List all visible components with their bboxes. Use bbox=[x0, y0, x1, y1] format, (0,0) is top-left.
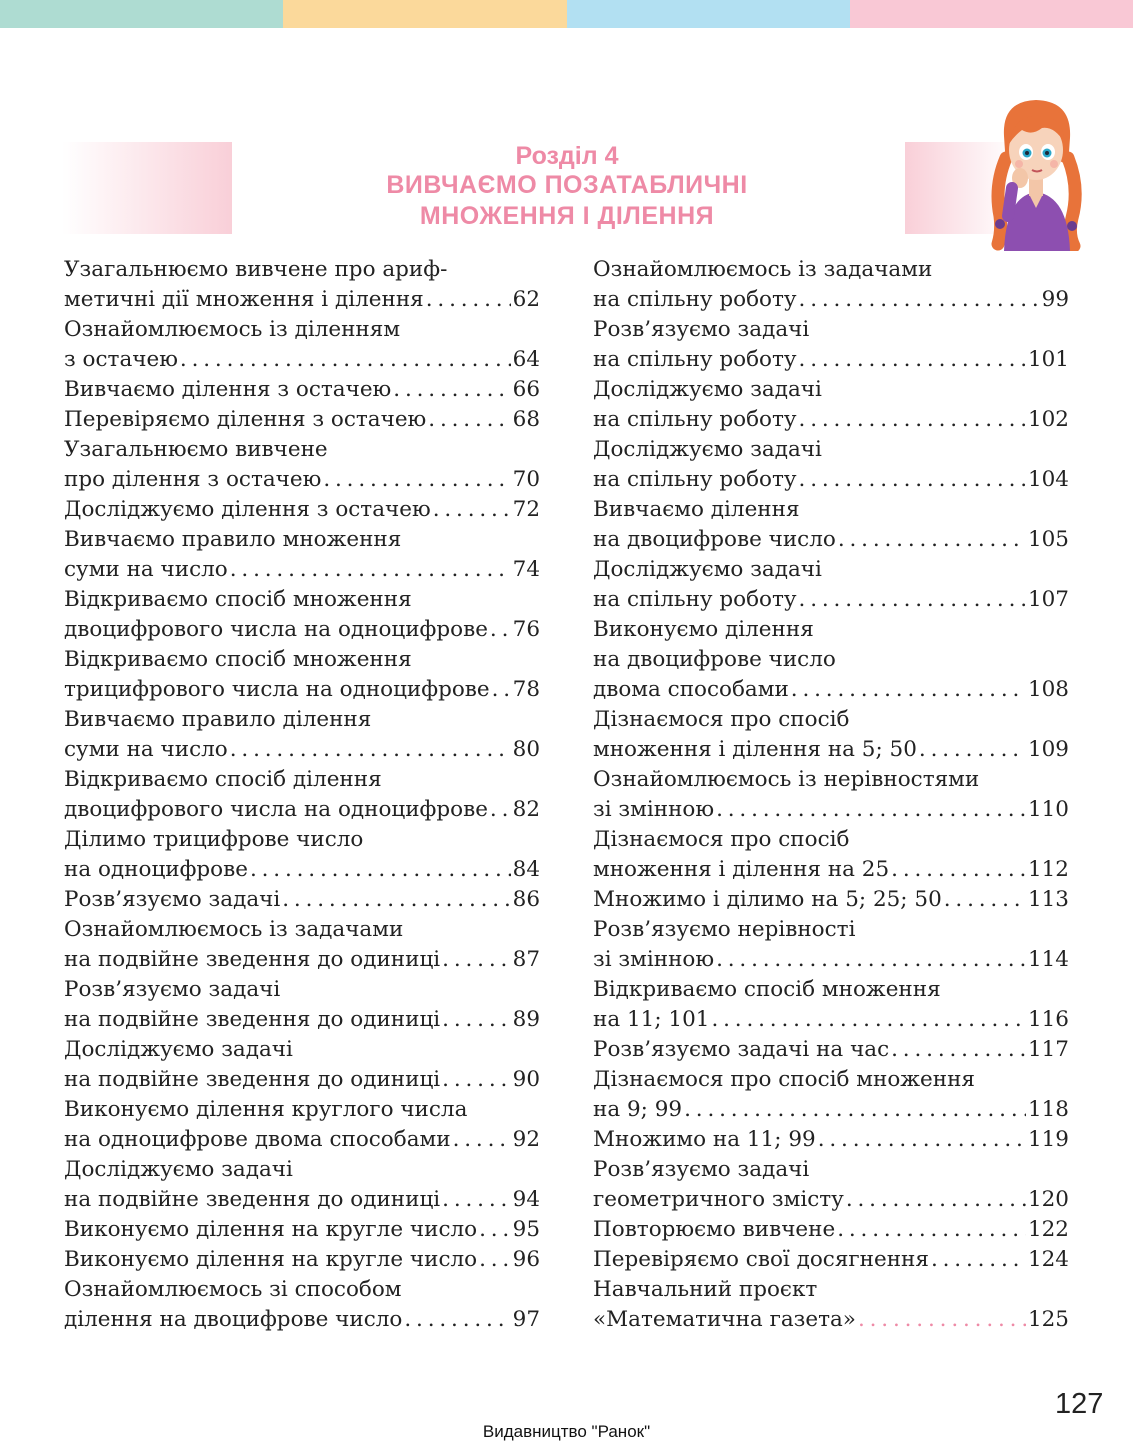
toc-page-number: 109 bbox=[1027, 737, 1069, 762]
toc-entry-title: на спільну роботу bbox=[593, 287, 797, 312]
toc-entry-title: на спільну роботу bbox=[593, 467, 797, 492]
toc-entry bbox=[593, 885, 1069, 915]
toc-entry bbox=[593, 915, 1069, 945]
toc-entry-title: «Математична газета» bbox=[593, 1307, 856, 1332]
toc-leader-dots bbox=[684, 1095, 1026, 1125]
section-title-line-1: ВИВЧАЄМО ПОЗАТАБЛИЧНІ bbox=[386, 171, 748, 199]
toc-entry-title: Розв’язуємо задачі bbox=[593, 317, 810, 342]
toc-page-number: 68 bbox=[512, 407, 540, 432]
toc-leader-dots bbox=[490, 795, 511, 825]
toc-entry bbox=[64, 915, 540, 945]
toc-entry bbox=[64, 525, 540, 555]
toc-entry bbox=[64, 1095, 540, 1125]
toc-entry-title: Ділимо трицифрове число bbox=[64, 827, 364, 852]
toc-page-number: 86 bbox=[512, 887, 540, 912]
toc-entry-title: на подвійне зведення до одиниці bbox=[64, 947, 441, 972]
toc-page-number: 117 bbox=[1027, 1037, 1069, 1062]
toc-entry-title: на спільну роботу bbox=[593, 587, 797, 612]
page-number: 127 bbox=[1055, 1388, 1104, 1420]
toc-entry-title: на одноцифрове bbox=[64, 857, 248, 882]
toc-entry bbox=[593, 285, 1069, 315]
toc-leader-dots bbox=[716, 945, 1026, 975]
section-title-line-2: МНОЖЕННЯ І ДІЛЕННЯ bbox=[419, 202, 715, 230]
toc-leader-dots bbox=[799, 465, 1026, 495]
toc-entry-title: на одноцифрове двома способами bbox=[64, 1127, 451, 1152]
toc-entry-title: Узагальнюємо вивчене bbox=[64, 437, 328, 462]
toc-entry-title: на подвійне зведення до одиниці bbox=[64, 1187, 441, 1212]
toc-entry bbox=[64, 1305, 540, 1335]
toc-entry-title: Розв’язуємо нерівності bbox=[593, 917, 856, 942]
toc-entry bbox=[593, 555, 1069, 585]
toc-leader-dots bbox=[858, 1305, 1026, 1335]
section-number: Розділ 4 bbox=[515, 142, 619, 170]
toc-entry-title: Досліджуємо задачі bbox=[593, 557, 822, 582]
toc-entry-title: Множимо на 11; 99 bbox=[593, 1127, 816, 1152]
toc-entry-title: Відкриваємо спосіб множення bbox=[64, 647, 412, 672]
toc-entry-title: двоцифрового числа на одноцифрове bbox=[64, 797, 488, 822]
toc-entry bbox=[64, 825, 540, 855]
toc-leader-dots bbox=[323, 465, 510, 495]
toc-leader-dots bbox=[479, 1245, 511, 1275]
toc-entry bbox=[593, 255, 1069, 285]
toc-entry bbox=[64, 315, 540, 345]
toc-page-number: 119 bbox=[1027, 1127, 1069, 1152]
toc-page-number: 70 bbox=[512, 467, 540, 492]
toc-entry bbox=[593, 495, 1069, 525]
toc-entry-title: Виконуємо ділення на кругле число bbox=[64, 1217, 478, 1242]
toc-leader-dots bbox=[919, 735, 1026, 765]
toc-entry bbox=[64, 945, 540, 975]
toc-entry-title: Досліджуємо задачі bbox=[593, 377, 822, 402]
toc-page-number: 112 bbox=[1027, 857, 1069, 882]
toc-entry bbox=[593, 525, 1069, 555]
toc-entry bbox=[593, 705, 1069, 735]
toc-entry-title: Досліджуємо ділення з остачею bbox=[64, 497, 431, 522]
toc-entry-title: на двоцифрове число bbox=[593, 527, 836, 552]
toc-entry bbox=[64, 555, 540, 585]
toc-entry bbox=[593, 435, 1069, 465]
toc-entry bbox=[593, 1245, 1069, 1275]
toc-entry-title: двоцифрового числа на одноцифрове bbox=[64, 617, 488, 642]
toc-page-number: 92 bbox=[512, 1127, 540, 1152]
toc-page-number: 108 bbox=[1027, 677, 1069, 702]
toc-page-number: 113 bbox=[1027, 887, 1069, 912]
toc-entry-title: Перевіряємо свої досягнення bbox=[593, 1247, 929, 1272]
toc-entry-title: Відкриваємо спосіб множення bbox=[593, 977, 941, 1002]
toc-entry bbox=[593, 975, 1069, 1005]
top-bar-segment bbox=[0, 0, 283, 28]
toc-leader-dots bbox=[799, 285, 1040, 315]
toc-entry bbox=[593, 1035, 1069, 1065]
toc-entry bbox=[593, 1125, 1069, 1155]
toc-leader-dots bbox=[442, 1185, 510, 1215]
toc-entry-title: зі змінною bbox=[593, 947, 715, 972]
toc-entry bbox=[593, 1185, 1069, 1215]
toc-page-number: 122 bbox=[1027, 1217, 1069, 1242]
toc-entry-title: Відкриваємо спосіб ділення bbox=[64, 767, 382, 792]
toc-entry-title: зі змінною bbox=[593, 797, 715, 822]
toc-leader-dots bbox=[891, 1035, 1026, 1065]
toc-entry bbox=[64, 285, 540, 315]
toc-entry bbox=[64, 1275, 540, 1305]
toc-page-number: 84 bbox=[512, 857, 540, 882]
toc-page-number: 124 bbox=[1027, 1247, 1069, 1272]
toc-page-number: 90 bbox=[512, 1067, 540, 1092]
toc-entry bbox=[593, 675, 1069, 705]
toc-entry-title: Дізнаємося про спосіб bbox=[593, 707, 850, 732]
toc-leader-dots bbox=[791, 675, 1026, 705]
toc-leader-dots bbox=[230, 555, 511, 585]
toc-left-column bbox=[64, 255, 540, 1335]
toc-entry-title: Відкриваємо спосіб множення bbox=[64, 587, 412, 612]
toc-entry bbox=[64, 1005, 540, 1035]
toc-entry bbox=[64, 735, 540, 765]
toc-entry-title: з остачею bbox=[64, 347, 178, 372]
toc-entry bbox=[64, 885, 540, 915]
toc-entry-title: Вивчаємо правило ділення bbox=[64, 707, 372, 732]
toc-entry bbox=[593, 1095, 1069, 1125]
toc-entry bbox=[64, 1035, 540, 1065]
toc-leader-dots bbox=[479, 1215, 511, 1245]
toc-entry-title: Розв’язуємо задачі на час bbox=[593, 1037, 890, 1062]
toc-entry bbox=[64, 435, 540, 465]
toc-page-number: 118 bbox=[1027, 1097, 1069, 1122]
toc-page-number: 87 bbox=[512, 947, 540, 972]
toc-entry bbox=[64, 1215, 540, 1245]
top-color-bar bbox=[0, 0, 1133, 28]
toc-entry-title: Дізнаємося про спосіб bbox=[593, 827, 850, 852]
toc-entry bbox=[64, 1155, 540, 1185]
toc-entry bbox=[64, 1125, 540, 1155]
toc-leader-dots bbox=[711, 1005, 1025, 1035]
toc-entry bbox=[593, 1155, 1069, 1185]
toc-entry bbox=[593, 1065, 1069, 1095]
toc-entry bbox=[64, 1185, 540, 1215]
toc-entry-title: Перевіряємо ділення з остачею bbox=[64, 407, 427, 432]
toc-entry-title: Виконуємо ділення на кругле число bbox=[64, 1247, 478, 1272]
toc-page-number: 114 bbox=[1027, 947, 1069, 972]
toc-entry-title: Множимо і ділимо на 5; 25; 50 bbox=[593, 887, 942, 912]
toc-entry-title: Ознайомлюємось із задачами bbox=[64, 917, 404, 942]
toc-entry-title: Досліджуємо задачі bbox=[593, 437, 822, 462]
toc-entry bbox=[64, 375, 540, 405]
toc-entry-title: Вивчаємо ділення bbox=[593, 497, 800, 522]
toc-entry bbox=[593, 765, 1069, 795]
toc-entry-title: суми на число bbox=[64, 737, 228, 762]
top-bar-segment bbox=[283, 0, 566, 28]
toc-entry bbox=[64, 765, 540, 795]
toc-page-number: 120 bbox=[1027, 1187, 1069, 1212]
toc-entry bbox=[64, 1065, 540, 1095]
toc-entry-title: Ознайомлюємось зі способом bbox=[64, 1277, 402, 1302]
toc-leader-dots bbox=[442, 1065, 510, 1095]
toc-entry-title: суми на число bbox=[64, 557, 228, 582]
toc-entry-title: двома способами bbox=[593, 677, 789, 702]
toc-page-number: 66 bbox=[512, 377, 540, 402]
toc-page-number: 64 bbox=[512, 347, 540, 372]
toc-entry bbox=[593, 315, 1069, 345]
toc-entry-title: множення і ділення на 25 bbox=[593, 857, 890, 882]
toc-entry-title: на подвійне зведення до одиниці bbox=[64, 1007, 441, 1032]
toc-page-number: 76 bbox=[512, 617, 540, 642]
toc-entry-title: трицифрового числа на одноцифрове bbox=[64, 677, 490, 702]
toc-entry bbox=[64, 975, 540, 1005]
toc-page-number: 97 bbox=[512, 1307, 540, 1332]
toc-entry-title: на двоцифрове число bbox=[593, 647, 836, 672]
toc-leader-dots bbox=[433, 495, 511, 525]
toc-entry bbox=[593, 645, 1069, 675]
toc-entry-title: Розв’язуємо задачі bbox=[64, 977, 281, 1002]
toc-entry-title: Розв’язуємо задачі bbox=[64, 887, 281, 912]
toc-entry bbox=[593, 585, 1069, 615]
toc-entry bbox=[64, 495, 540, 525]
toc-entry bbox=[64, 1245, 540, 1275]
toc-entry-title: Навчальний проєкт bbox=[593, 1277, 818, 1302]
toc-entry bbox=[593, 615, 1069, 645]
toc-leader-dots bbox=[799, 405, 1026, 435]
toc-entry-title: Повторюємо вивчене bbox=[593, 1217, 836, 1242]
top-bar-segment bbox=[567, 0, 850, 28]
toc-entry-title: Ознайомлюємось із діленням bbox=[64, 317, 401, 342]
toc-entry-title: Узагальнюємо вивчене про ариф- bbox=[64, 257, 448, 282]
toc-entry-title: Досліджуємо задачі bbox=[64, 1037, 293, 1062]
toc-leader-dots bbox=[393, 375, 510, 405]
girl-illustration bbox=[984, 96, 1089, 251]
toc-entry bbox=[593, 855, 1069, 885]
toc-leader-dots bbox=[282, 885, 510, 915]
toc-leader-dots bbox=[891, 855, 1026, 885]
toc-entry-title: Виконуємо ділення круглого числа bbox=[64, 1097, 468, 1122]
toc-leader-dots bbox=[818, 1125, 1026, 1155]
toc-entry bbox=[593, 345, 1069, 375]
toc-right-column bbox=[593, 255, 1069, 1335]
toc-leader-dots bbox=[837, 1215, 1026, 1245]
toc-leader-dots bbox=[931, 1245, 1026, 1275]
toc-entry-title: Дізнаємося про спосіб множення bbox=[593, 1067, 975, 1092]
toc-entry-title: на 11; 101 bbox=[593, 1007, 710, 1032]
toc-leader-dots bbox=[453, 1125, 511, 1155]
toc-leader-dots bbox=[492, 675, 511, 705]
toc-entry-title: Досліджуємо задачі bbox=[64, 1157, 293, 1182]
top-bar-segment bbox=[850, 0, 1133, 28]
publisher-footer: Видавництво "Ранок" bbox=[482, 1422, 651, 1441]
toc-page-number: 107 bbox=[1027, 587, 1069, 612]
toc-entry bbox=[64, 465, 540, 495]
toc-entry bbox=[593, 465, 1069, 495]
toc-entry-title: геометричного змісту bbox=[593, 1187, 844, 1212]
toc-leader-dots bbox=[490, 615, 511, 645]
toc-page-number: 82 bbox=[512, 797, 540, 822]
toc-entry bbox=[593, 1305, 1069, 1335]
toc-entry bbox=[64, 675, 540, 705]
toc-entry bbox=[64, 795, 540, 825]
toc-entry bbox=[64, 855, 540, 885]
toc-page-number: 89 bbox=[512, 1007, 540, 1032]
toc-page-number: 104 bbox=[1027, 467, 1069, 492]
toc-entry bbox=[64, 405, 540, 435]
toc-entry bbox=[593, 795, 1069, 825]
toc-page-number: 94 bbox=[512, 1187, 540, 1212]
toc-entry bbox=[64, 585, 540, 615]
toc-leader-dots bbox=[846, 1185, 1026, 1215]
toc-page-number: 62 bbox=[512, 287, 540, 312]
toc-entry bbox=[593, 825, 1069, 855]
toc-entry bbox=[593, 1005, 1069, 1035]
toc-entry bbox=[593, 945, 1069, 975]
toc-entry-title: множення і ділення на 5; 50 bbox=[593, 737, 917, 762]
toc-leader-dots bbox=[442, 1005, 510, 1035]
toc-leader-dots bbox=[230, 735, 511, 765]
toc-entry-title: Розв’язуємо задачі bbox=[593, 1157, 810, 1182]
toc-entry-title: на спільну роботу bbox=[593, 407, 797, 432]
toc-leader-dots bbox=[716, 795, 1026, 825]
toc-page-number: 99 bbox=[1041, 287, 1069, 312]
toc-entry-title: ділення на двоцифрове число bbox=[64, 1307, 403, 1332]
toc-leader-dots bbox=[426, 285, 511, 315]
toc-entry-title: Ознайомлюємось із задачами bbox=[593, 257, 933, 282]
toc-page-number: 78 bbox=[512, 677, 540, 702]
toc-leader-dots bbox=[944, 885, 1026, 915]
toc-entry-title: на спільну роботу bbox=[593, 347, 797, 372]
toc-entry bbox=[593, 405, 1069, 435]
heading-decor-left bbox=[62, 142, 232, 234]
toc-entry-title: про ділення з остачею bbox=[64, 467, 322, 492]
toc-entry-title: Вивчаємо правило множення bbox=[64, 527, 402, 552]
toc-page-number: 110 bbox=[1027, 797, 1069, 822]
toc-page-number: 80 bbox=[512, 737, 540, 762]
toc-entry bbox=[64, 645, 540, 675]
toc-page-number: 102 bbox=[1027, 407, 1069, 432]
toc-page-number: 95 bbox=[512, 1217, 540, 1242]
toc-entry bbox=[64, 705, 540, 735]
toc-leader-dots bbox=[799, 345, 1026, 375]
toc-leader-dots bbox=[799, 585, 1026, 615]
toc-entry-title: Ознайомлюємось із нерівностями bbox=[593, 767, 980, 792]
toc-entry bbox=[593, 1215, 1069, 1245]
toc-entry bbox=[64, 345, 540, 375]
toc-page-number: 116 bbox=[1027, 1007, 1069, 1032]
toc-entry bbox=[64, 255, 540, 285]
toc-page-number: 125 bbox=[1027, 1307, 1069, 1332]
toc-entry-title: Виконуємо ділення bbox=[593, 617, 814, 642]
toc-entry-title: на подвійне зведення до одиниці bbox=[64, 1067, 441, 1092]
toc-page-number: 72 bbox=[512, 497, 540, 522]
toc-entry-title: Вивчаємо ділення з остачею bbox=[64, 377, 392, 402]
toc-page-number: 105 bbox=[1027, 527, 1069, 552]
toc-leader-dots bbox=[428, 405, 510, 435]
toc-page-number: 96 bbox=[512, 1247, 540, 1272]
toc-leader-dots bbox=[838, 525, 1026, 555]
toc-entry bbox=[593, 735, 1069, 765]
toc-entry-title: метичні дії множення і ділення bbox=[64, 287, 424, 312]
toc-leader-dots bbox=[442, 945, 510, 975]
section-heading bbox=[300, 142, 834, 232]
toc-entry bbox=[593, 375, 1069, 405]
toc-leader-dots bbox=[404, 1305, 510, 1335]
toc-entry bbox=[64, 615, 540, 645]
toc-leader-dots bbox=[250, 855, 511, 885]
toc-entry-title: на 9; 99 bbox=[593, 1097, 683, 1122]
toc-entry bbox=[593, 1275, 1069, 1305]
toc-page-number: 101 bbox=[1027, 347, 1069, 372]
toc-page-number: 74 bbox=[512, 557, 540, 582]
toc-leader-dots bbox=[180, 345, 511, 375]
